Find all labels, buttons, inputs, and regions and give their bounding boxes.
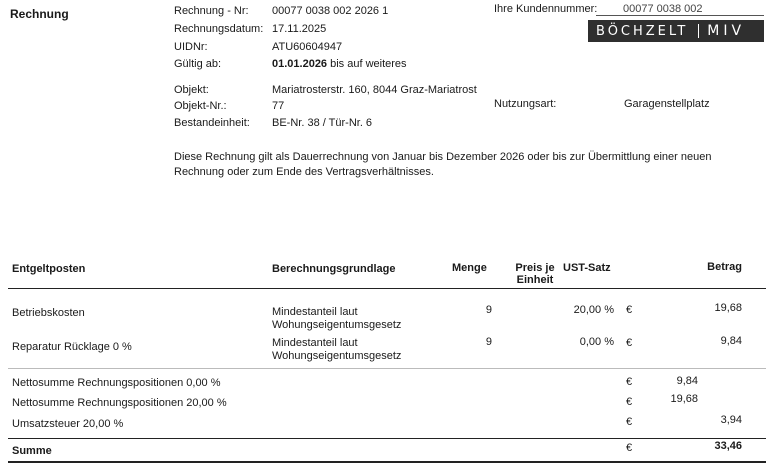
table-header-divider (8, 288, 766, 289)
header-amount: Betrag (707, 261, 742, 273)
row-vat-rate: 20,00 % (573, 304, 614, 316)
row-amount: 9,84 (720, 335, 742, 347)
invoice-note-line-2: Rechnung oder zum Ende des Vertragsverhältnisses. (174, 166, 434, 178)
valid-from-value (272, 58, 407, 70)
document-title: Rechnung (10, 7, 69, 21)
invoice-date-label: Rechnungsdatum: (174, 23, 264, 35)
customer-number-value: 00077 0038 002 (623, 3, 703, 15)
invoice-date-value: 17.11.2025 (272, 23, 327, 35)
unit-value: BE-Nr. 38 / Tür-Nr. 6 (272, 117, 373, 129)
usage-type-label: Nutzungsart: (494, 98, 557, 110)
total-divider (8, 438, 766, 439)
valid-from-suffix: bis auf weiteres (327, 58, 407, 70)
object-number-value: 77 (272, 100, 285, 112)
header-unit-price-line-1: Preis je (515, 262, 555, 274)
row-vat-rate: 0,00 % (579, 336, 614, 348)
usage-type-value: Garagenstellplatz (624, 98, 710, 110)
invoice-number-label: Rechnung - Nr: (174, 5, 249, 17)
row-item: Reparatur Rücklage 0 % (12, 341, 132, 353)
total-label: Summe (12, 445, 52, 457)
header-quantity: Menge (452, 262, 487, 274)
object-label: Objekt: (174, 84, 209, 96)
invoice-note-line-1: Diese Rechnung gilt als Dauerrechnung von Januar bis Dezember 2026 oder bis zur Übermittlung einer neuen (174, 151, 712, 163)
logo-brand-suffix: MIV (707, 23, 746, 39)
logo-brand-name: BÖCHZELT (596, 23, 689, 39)
header-basis: Berechnungsgrundlage (272, 263, 396, 275)
subtotal-currency: € (626, 376, 633, 388)
company-logo (588, 20, 764, 42)
total-underline (8, 461, 766, 463)
object-address: Mariatrosterstr. 160, 8044 Graz-Mariatrost (272, 84, 477, 96)
row-basis-line-2: Wohungseigentumsgesetz (272, 350, 402, 362)
subtotal-label: Nettosumme Rechnungspositionen 20,00 % (12, 397, 227, 409)
customer-number-label: Ihre Kundennummer: (494, 3, 598, 15)
header-unit-price-line-2: Einheit (516, 274, 554, 286)
row-quantity: 9 (485, 336, 492, 348)
vat-id-value: ATU60604947 (272, 41, 343, 53)
total-amount: 33,46 (714, 440, 742, 452)
total-currency: € (626, 442, 633, 454)
subtotal-amount: 3,94 (720, 414, 742, 426)
row-basis-line-1: Mindestanteil laut (272, 306, 358, 318)
row-amount: 19,68 (714, 302, 742, 314)
subtotal-amount: 9,84 (676, 375, 698, 387)
invoice-number-value: 00077 0038 002 2026 1 (272, 5, 389, 17)
valid-from-label: Gültig ab: (174, 58, 222, 70)
row-basis-line-1: Mindestanteil laut (272, 337, 358, 349)
object-number-label: Objekt-Nr.: (174, 100, 227, 112)
subtotal-label: Umsatzsteuer 20,00 % (12, 418, 124, 430)
header-vat-rate: UST-Satz (563, 262, 611, 274)
row-currency: € (626, 304, 633, 316)
subtotal-amount: 19,68 (670, 393, 698, 405)
subtotal-divider (8, 368, 766, 369)
header-item: Entgeltposten (12, 263, 86, 275)
subtotal-label: Nettosumme Rechnungspositionen 0,00 % (12, 377, 221, 389)
vat-id-label: UIDNr: (174, 41, 208, 53)
row-currency: € (626, 337, 633, 349)
customer-number-underline (596, 15, 764, 16)
row-quantity: 9 (485, 304, 492, 316)
valid-from-date: 01.01.2026 (272, 58, 328, 70)
subtotal-currency: € (626, 416, 633, 428)
subtotal-currency: € (626, 396, 633, 408)
row-basis-line-2: Wohungseigentumsgesetz (272, 319, 402, 331)
unit-label: Bestandeinheit: (174, 117, 250, 129)
logo-separator (698, 24, 699, 38)
row-item: Betriebskosten (12, 307, 85, 319)
